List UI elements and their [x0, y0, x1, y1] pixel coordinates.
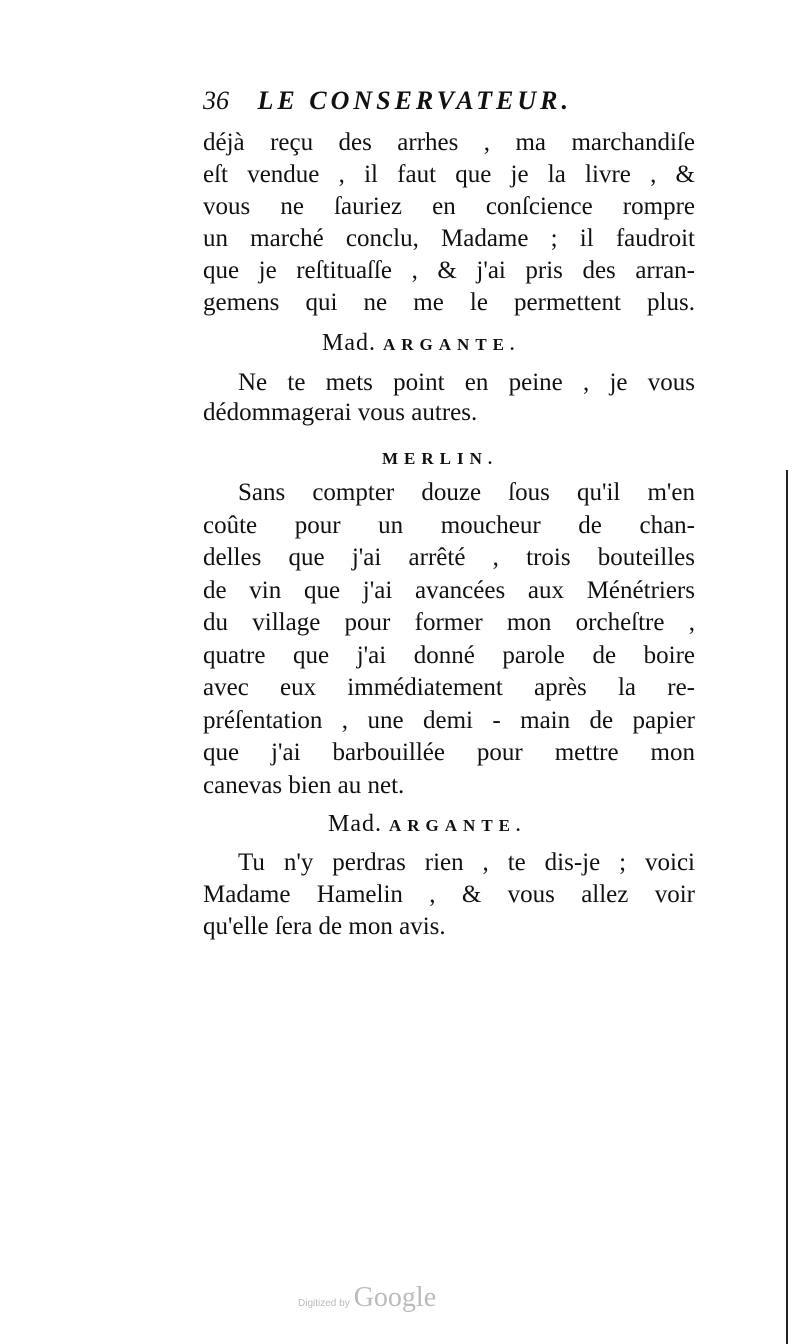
text-line: du village pour former mon orcheſtre , [203, 609, 695, 636]
speaker-name: ARGANTE. [383, 335, 521, 354]
text-line: qu'elle ſera de mon avis. [203, 913, 446, 940]
text-line: vous ne ſauriez en conſcience rompre [203, 193, 695, 220]
text-line: Tu n'y perdras rien , te dis-je ; voici [238, 849, 695, 876]
text-line: eſt vendue , il faut que je la livre , & [203, 161, 695, 188]
speaker-name: MERLIN. [382, 449, 499, 468]
text-line: que j'ai barbouillée pour mettre mon [203, 739, 695, 766]
text-line: coûte pour un moucheur de chan- [203, 512, 695, 539]
text-line: delles que j'ai arrêté , trois bouteilles [203, 544, 695, 571]
text-line: que je reſtituaſſe , & j'ai pris des arran- [203, 257, 695, 284]
running-title: LE CONSERVATEUR. [257, 86, 572, 115]
text-line: déjà reçu des arrhes , ma marchandiſe [203, 129, 695, 156]
text-line: Sans compter douze ſous qu'il m'en [238, 479, 695, 506]
google-watermark [298, 1282, 436, 1314]
speaker-heading [328, 811, 526, 838]
speaker-heading [382, 444, 498, 471]
text-line: Madame Hamelin , & vous allez voir [203, 881, 695, 908]
page-number: 36 [203, 86, 229, 115]
watermark-logo: Google [353, 1282, 437, 1313]
running-header [203, 86, 572, 116]
text-line: préſentation , une demi - main de papier [203, 707, 695, 734]
speaker-prefix: Mad. [328, 811, 382, 837]
text-line: un marché conclu, Madame ; il faudroit [203, 225, 695, 252]
watermark-prefix: Digitized by [298, 1298, 350, 1309]
text-line: gemens qui ne me le permettent plus. [203, 289, 695, 316]
text-line: canevas bien au net. [203, 772, 405, 799]
text-line: avec eux immédiatement après la re- [203, 674, 695, 701]
speaker-heading [322, 330, 520, 357]
text-line: quatre que j'ai donné parole de boire [203, 642, 695, 669]
page-edge-shadow [786, 470, 788, 1344]
text-line: dédommagerai vous autres. [203, 399, 478, 426]
speaker-name: ARGANTE. [389, 816, 527, 835]
text-line: Ne te mets point en peine , je vous [238, 369, 695, 396]
speaker-prefix: Mad. [322, 330, 376, 356]
text-line: de vin que j'ai avancées aux Ménétriers [203, 577, 695, 604]
